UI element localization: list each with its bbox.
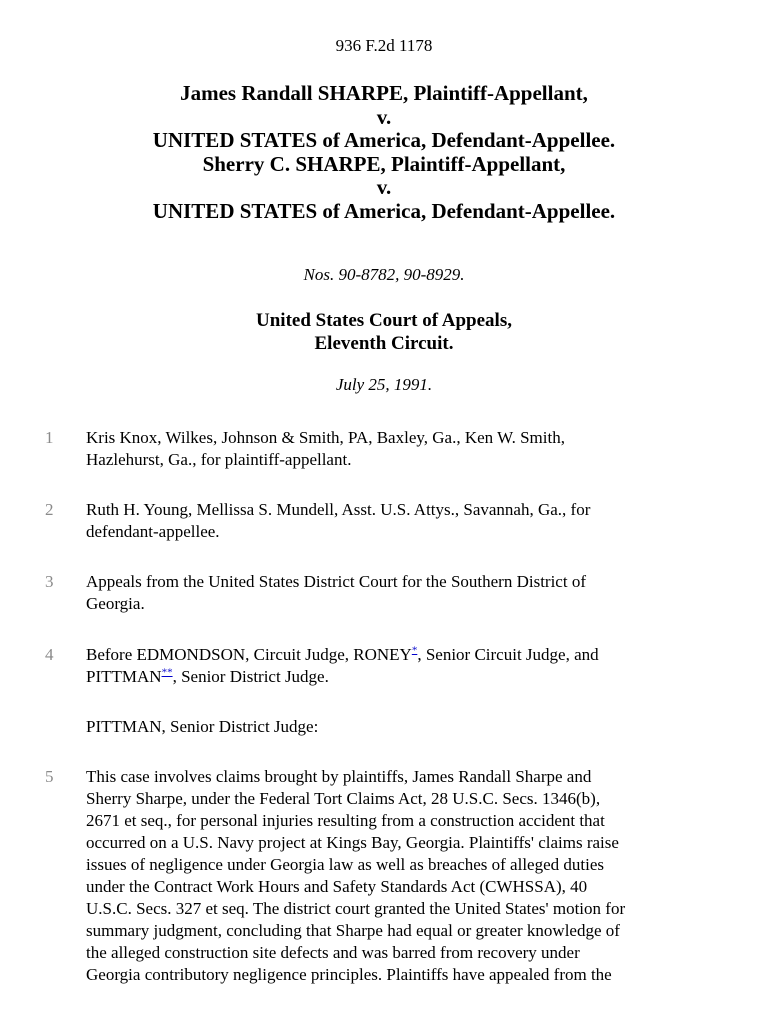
paragraph-counsel-appellant: [86, 427, 726, 471]
paragraph-case-summary: [86, 766, 726, 986]
caption-party-2: UNITED STATES of America, Defendant-Appellee.: [152, 128, 616, 152]
decision-date: July 25, 1991.: [335, 375, 433, 394]
paragraph-line: defendant-appellee.: [86, 522, 220, 541]
footnote-link-1[interactable]: *: [411, 644, 418, 657]
opinion-author: [86, 716, 726, 738]
footnote-link-2[interactable]: **: [161, 666, 173, 679]
caption-versus-1: v.: [376, 104, 392, 129]
paragraph-line: summary judgment, concluding that Sharpe had equal or greater knowledge of: [86, 921, 620, 940]
court-name-line-2: Eleventh Circuit.: [314, 333, 454, 354]
author-line: PITTMAN, Senior District Judge:: [86, 717, 319, 736]
paragraph-number: 1: [45, 428, 54, 447]
paragraph-line: occurred on a U.S. Navy project at Kings Bay, Georgia. Plaintiffs' claims raise: [86, 833, 619, 852]
panel-text: , Senior Circuit Judge, and: [417, 645, 599, 664]
paragraph-line: Georgia contributory negligence principles. Plaintiffs have appealed from the: [86, 965, 612, 984]
caption-party-4: UNITED STATES of America, Defendant-Appellee.: [152, 198, 616, 223]
paragraph-line: issues of negligence under Georgia law as well as breaches of alleged duties: [86, 855, 605, 874]
paragraph-line: This case involves claims brought by plaintiffs, James Randall Sharpe and: [86, 767, 592, 786]
paragraph-line: [86, 644, 726, 666]
panel-text: , Senior District Judge.: [172, 667, 329, 686]
caption-versus-2: v.: [376, 175, 392, 199]
paragraph-line: Georgia.: [86, 594, 145, 613]
caption-party-1: James Randall SHARPE, Plaintiff-Appellant,: [180, 81, 588, 105]
paragraph-line: [86, 666, 726, 688]
panel-text: PITTMAN: [86, 667, 162, 686]
paragraph-panel: [86, 644, 726, 688]
paragraph-number: 4: [45, 645, 54, 664]
reporter-citation: 936 F.2d 1178: [335, 36, 433, 55]
caption-party-3: Sherry C. SHARPE, Plaintiff-Appellant,: [202, 151, 566, 176]
docket-numbers: Nos. 90-8782, 90-8929.: [303, 265, 465, 284]
paragraph-line: U.S.C. Secs. 327 et seq. The district court granted the United States' motion for: [86, 899, 626, 918]
paragraph-line: Ruth H. Young, Mellissa S. Mundell, Asst. U.S. Attys., Savannah, Ga., for: [86, 500, 591, 519]
case-caption: [0, 82, 768, 223]
paragraph-number: 2: [45, 500, 54, 519]
court-name-line-1: United States Court of Appeals,: [256, 310, 512, 331]
paragraph-line: Appeals from the United States District Court for the Southern District of: [86, 572, 586, 591]
paragraph-line: under the Contract Work Hours and Safety Standards Act (CWHSSA), 40: [86, 877, 588, 896]
paragraph-line: 2671 et seq., for personal injuries resulting from a construction accident that: [86, 811, 605, 830]
paragraph-line: Hazlehurst, Ga., for plaintiff-appellant.: [86, 450, 352, 469]
paragraph-line: the alleged construction site defects and was barred from recovery under: [86, 943, 580, 962]
paragraph-line: Sherry Sharpe, under the Federal Tort Claims Act, 28 U.S.C. Secs. 1346(b),: [86, 789, 601, 808]
paragraph-number: 3: [45, 572, 54, 591]
panel-text: Before EDMONDSON, Circuit Judge, RONEY: [86, 645, 412, 664]
paragraph-counsel-appellee: [86, 499, 726, 543]
paragraph-appeal-source: [86, 571, 726, 615]
paragraph-line: Kris Knox, Wilkes, Johnson & Smith, PA, Baxley, Ga., Ken W. Smith,: [86, 428, 565, 447]
court-name: [0, 309, 768, 355]
paragraph-number: 5: [45, 767, 54, 786]
